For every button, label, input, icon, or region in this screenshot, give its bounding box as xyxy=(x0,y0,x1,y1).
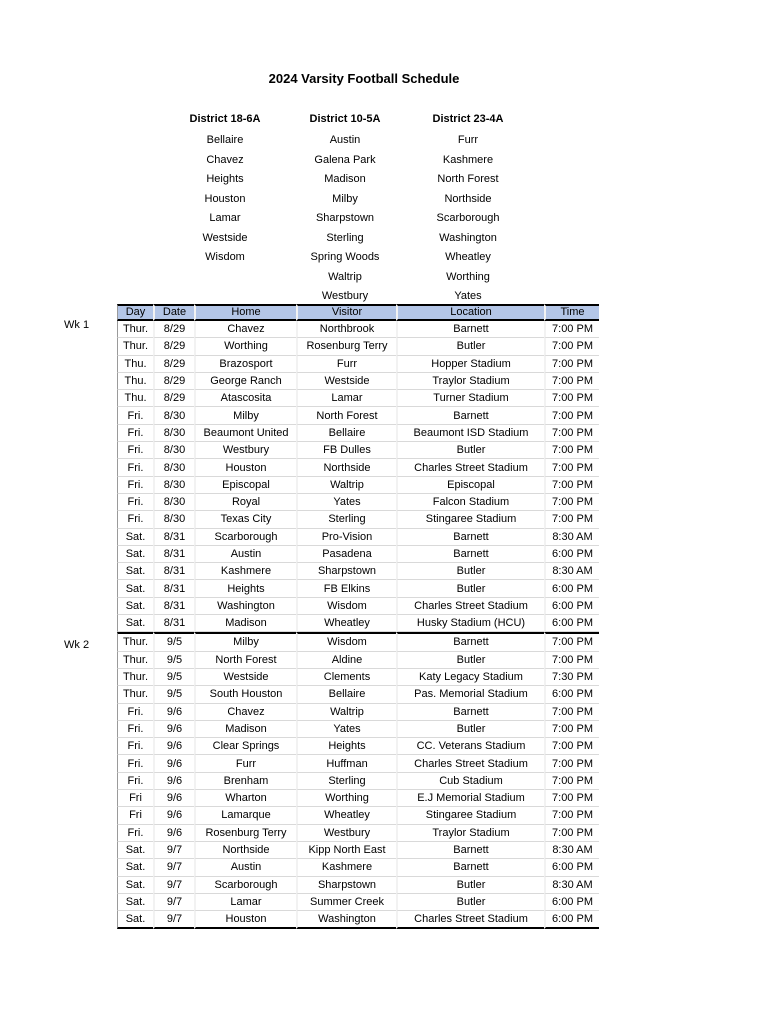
table-row xyxy=(117,894,599,911)
team-name: Spring Woods xyxy=(310,251,380,263)
team-name: Westside xyxy=(202,231,248,244)
home-cell: Heights xyxy=(194,580,296,597)
time-cell: 7:00 PM xyxy=(544,721,599,738)
day-cell: Fri. xyxy=(117,459,153,476)
day-cell: Thur. xyxy=(117,652,153,669)
home-cell: Beaumont United xyxy=(194,425,296,442)
location-cell: Butler xyxy=(396,563,544,580)
table-row xyxy=(117,407,599,424)
visitor-cell: Pasadena xyxy=(296,546,396,563)
col-header-time: Time xyxy=(544,304,599,321)
location-cell: Hopper Stadium xyxy=(396,356,544,373)
location-cell: E.J Memorial Stadium xyxy=(396,790,544,807)
home-cell: Lamar xyxy=(194,894,296,911)
team-name: Galena Park xyxy=(314,153,376,166)
time-cell: 7:00 PM xyxy=(544,511,599,528)
home-cell: Brazosport xyxy=(194,356,296,373)
location-cell: Charles Street Stadium xyxy=(396,459,544,476)
time-cell: 7:00 PM xyxy=(544,755,599,772)
home-cell: Brenham xyxy=(194,773,296,790)
team-name: Furr xyxy=(457,134,479,146)
day-cell: Fri. xyxy=(117,704,153,721)
home-cell: Madison xyxy=(194,721,296,738)
table-row xyxy=(117,686,599,703)
day-cell: Sat. xyxy=(117,615,153,632)
time-cell: 7:00 PM xyxy=(544,425,599,442)
table-header-row xyxy=(117,304,599,321)
location-cell: Butler xyxy=(396,894,544,911)
date-cell: 9/7 xyxy=(153,842,194,859)
date-cell: 8/31 xyxy=(153,529,194,546)
date-cell: 8/31 xyxy=(153,615,194,632)
visitor-cell: Waltrip xyxy=(296,704,396,721)
time-cell: 7:00 PM xyxy=(544,704,599,721)
location-cell: Butler xyxy=(396,721,544,738)
date-cell: 9/6 xyxy=(153,790,194,807)
table-row xyxy=(117,390,599,407)
visitor-cell: Kipp North East xyxy=(296,842,396,859)
date-cell: 9/7 xyxy=(153,859,194,876)
day-cell: Fri. xyxy=(117,721,153,738)
table-row xyxy=(117,373,599,390)
table-row xyxy=(117,911,599,929)
visitor-cell: Wheatley xyxy=(296,615,396,632)
table-row xyxy=(117,494,599,511)
schedule-table xyxy=(117,304,599,929)
date-cell: 9/7 xyxy=(153,911,194,929)
day-cell: Fri. xyxy=(117,511,153,528)
time-cell: 7:00 PM xyxy=(544,390,599,407)
visitor-cell: Bellaire xyxy=(296,686,396,703)
table-row xyxy=(117,321,599,338)
home-cell: Houston xyxy=(194,459,296,476)
day-cell: Fri. xyxy=(117,738,153,755)
location-cell: Episcopal xyxy=(396,477,544,494)
home-cell: Episcopal xyxy=(194,477,296,494)
district-name: District 10-5A xyxy=(309,113,381,125)
team-name: Madison xyxy=(324,173,366,185)
visitor-cell: Kashmere xyxy=(296,859,396,876)
date-cell: 8/30 xyxy=(153,459,194,476)
location-cell: Traylor Stadium xyxy=(396,373,544,390)
day-cell: Fri xyxy=(117,790,153,807)
date-cell: 9/5 xyxy=(153,632,194,651)
table-row xyxy=(117,425,599,442)
team-name: Washington xyxy=(439,231,497,244)
home-cell: Chavez xyxy=(194,704,296,721)
visitor-cell: Heights xyxy=(296,738,396,755)
day-cell: Sat. xyxy=(117,546,153,563)
visitor-cell: Summer Creek xyxy=(296,894,396,911)
col-header-date: Date xyxy=(153,304,194,321)
home-cell: Scarborough xyxy=(194,529,296,546)
time-cell: 8:30 AM xyxy=(544,563,599,580)
day-cell: Fri. xyxy=(117,825,153,842)
team-name: Wisdom xyxy=(205,251,245,263)
table-row xyxy=(117,563,599,580)
home-cell: Lamarque xyxy=(194,807,296,824)
location-cell: Butler xyxy=(396,877,544,894)
visitor-cell: Yates xyxy=(296,494,396,511)
home-cell: Atascosita xyxy=(194,390,296,407)
date-cell: 9/5 xyxy=(153,686,194,703)
home-cell: Scarborough xyxy=(194,877,296,894)
district-23-4a xyxy=(403,111,533,307)
day-cell: Sat. xyxy=(117,598,153,615)
table-row xyxy=(117,669,599,686)
date-cell: 8/30 xyxy=(153,477,194,494)
team-name: Heights xyxy=(206,173,244,185)
visitor-cell: Northside xyxy=(296,459,396,476)
time-cell: 7:00 PM xyxy=(544,477,599,494)
time-cell: 7:00 PM xyxy=(544,738,599,755)
location-cell: Katy Legacy Stadium xyxy=(396,669,544,686)
home-cell: Washington xyxy=(194,598,296,615)
location-cell: Turner Stadium xyxy=(396,390,544,407)
date-cell: 9/7 xyxy=(153,894,194,911)
time-cell: 6:00 PM xyxy=(544,859,599,876)
time-cell: 8:30 AM xyxy=(544,877,599,894)
district-18-6a xyxy=(160,111,290,268)
date-cell: 8/31 xyxy=(153,598,194,615)
date-cell: 8/30 xyxy=(153,511,194,528)
time-cell: 7:00 PM xyxy=(544,459,599,476)
visitor-cell: Clements xyxy=(296,669,396,686)
team-name: Sharpstown xyxy=(315,212,375,224)
table-row xyxy=(117,721,599,738)
team-name: Worthing xyxy=(446,270,490,283)
table-row xyxy=(117,790,599,807)
visitor-cell: Sterling xyxy=(296,773,396,790)
time-cell: 7:00 PM xyxy=(544,373,599,390)
table-row xyxy=(117,546,599,563)
time-cell: 6:00 PM xyxy=(544,580,599,597)
table-row xyxy=(117,652,599,669)
table-row xyxy=(117,338,599,355)
location-cell: Husky Stadium (HCU) xyxy=(396,615,544,632)
time-cell: 6:00 PM xyxy=(544,894,599,911)
col-header-home: Home xyxy=(194,304,296,321)
team-name: Milby xyxy=(332,192,358,205)
day-cell: Thur. xyxy=(117,686,153,703)
district-10-5a xyxy=(280,111,410,307)
date-cell: 8/31 xyxy=(153,580,194,597)
time-cell: 7:00 PM xyxy=(544,790,599,807)
day-cell: Sat. xyxy=(117,911,153,929)
time-cell: 6:00 PM xyxy=(544,615,599,632)
day-cell: Thur. xyxy=(117,632,153,651)
day-cell: Fri. xyxy=(117,425,153,442)
location-cell: Falcon Stadium xyxy=(396,494,544,511)
team-name: Northside xyxy=(444,192,492,205)
time-cell: 6:00 PM xyxy=(544,546,599,563)
visitor-cell: Pro-Vision xyxy=(296,529,396,546)
time-cell: 8:30 AM xyxy=(544,529,599,546)
date-cell: 8/29 xyxy=(153,373,194,390)
location-cell: Butler xyxy=(396,652,544,669)
day-cell: Fri xyxy=(117,807,153,824)
location-cell: Barnett xyxy=(396,407,544,424)
day-cell: Fri. xyxy=(117,477,153,494)
table-row xyxy=(117,755,599,772)
time-cell: 6:00 PM xyxy=(544,911,599,929)
visitor-cell: Westbury xyxy=(296,825,396,842)
table-row xyxy=(117,773,599,790)
time-cell: 7:00 PM xyxy=(544,442,599,459)
visitor-cell: Wisdom xyxy=(296,598,396,615)
visitor-cell: Wisdom xyxy=(296,632,396,651)
week-2-label: Wk 2 xyxy=(64,639,90,651)
date-cell: 8/31 xyxy=(153,546,194,563)
date-cell: 8/30 xyxy=(153,494,194,511)
time-cell: 7:00 PM xyxy=(544,652,599,669)
day-cell: Thur. xyxy=(117,321,153,338)
time-cell: 7:00 PM xyxy=(544,825,599,842)
visitor-cell: Sharpstown xyxy=(296,563,396,580)
team-name: Yates xyxy=(454,290,482,302)
date-cell: 9/6 xyxy=(153,755,194,772)
home-cell: Milby xyxy=(194,632,296,651)
table-row xyxy=(117,356,599,373)
visitor-cell: North Forest xyxy=(296,407,396,424)
location-cell: Cub Stadium xyxy=(396,773,544,790)
home-cell: Houston xyxy=(194,911,296,929)
time-cell: 7:00 PM xyxy=(544,338,599,355)
team-name: Lamar xyxy=(209,212,241,224)
day-cell: Sat. xyxy=(117,859,153,876)
location-cell: Pas. Memorial Stadium xyxy=(396,686,544,703)
table-row xyxy=(117,580,599,597)
col-header-day: Day xyxy=(117,304,153,321)
location-cell: Barnett xyxy=(396,632,544,651)
location-cell: Charles Street Stadium xyxy=(396,598,544,615)
location-cell: CC. Veterans Stadium xyxy=(396,738,544,755)
date-cell: 9/6 xyxy=(153,825,194,842)
home-cell: Worthing xyxy=(194,338,296,355)
date-cell: 9/7 xyxy=(153,877,194,894)
time-cell: 7:00 PM xyxy=(544,356,599,373)
location-cell: Barnett xyxy=(396,529,544,546)
schedule-body xyxy=(117,321,599,929)
time-cell: 7:00 PM xyxy=(544,407,599,424)
date-cell: 9/5 xyxy=(153,669,194,686)
day-cell: Thur. xyxy=(117,669,153,686)
table-row xyxy=(117,877,599,894)
visitor-cell: Rosenburg Terry xyxy=(296,338,396,355)
time-cell: 7:00 PM xyxy=(544,321,599,338)
day-cell: Fri. xyxy=(117,773,153,790)
day-cell: Thu. xyxy=(117,356,153,373)
table-row xyxy=(117,442,599,459)
team-name: Houston xyxy=(204,192,246,205)
visitor-cell: Huffman xyxy=(296,755,396,772)
team-name: Kashmere xyxy=(442,153,494,166)
date-cell: 9/6 xyxy=(153,773,194,790)
table-row xyxy=(117,842,599,859)
home-cell: North Forest xyxy=(194,652,296,669)
date-cell: 8/29 xyxy=(153,390,194,407)
date-cell: 9/5 xyxy=(153,652,194,669)
time-cell: 7:00 PM xyxy=(544,773,599,790)
visitor-cell: FB Elkins xyxy=(296,580,396,597)
date-cell: 9/6 xyxy=(153,738,194,755)
day-cell: Sat. xyxy=(117,842,153,859)
day-cell: Sat. xyxy=(117,529,153,546)
team-name: Westbury xyxy=(321,290,369,302)
location-cell: Barnett xyxy=(396,704,544,721)
home-cell: Austin xyxy=(194,859,296,876)
visitor-cell: Waltrip xyxy=(296,477,396,494)
visitor-cell: Lamar xyxy=(296,390,396,407)
visitor-cell: Worthing xyxy=(296,790,396,807)
visitor-cell: Northbrook xyxy=(296,321,396,338)
visitor-cell: Aldine xyxy=(296,652,396,669)
team-name: Waltrip xyxy=(328,270,362,283)
day-cell: Fri. xyxy=(117,442,153,459)
day-cell: Sat. xyxy=(117,877,153,894)
table-row xyxy=(117,598,599,615)
date-cell: 9/6 xyxy=(153,721,194,738)
table-row xyxy=(117,738,599,755)
visitor-cell: Yates xyxy=(296,721,396,738)
time-cell: 6:00 PM xyxy=(544,686,599,703)
team-name: Sterling xyxy=(326,231,364,244)
home-cell: Chavez xyxy=(194,321,296,338)
visitor-cell: Westside xyxy=(296,373,396,390)
home-cell: South Houston xyxy=(194,686,296,703)
time-cell: 7:00 PM xyxy=(544,494,599,511)
visitor-cell: Furr xyxy=(296,356,396,373)
date-cell: 9/6 xyxy=(153,704,194,721)
day-cell: Thur. xyxy=(117,338,153,355)
week-1-label: Wk 1 xyxy=(64,319,90,331)
page-title: 2024 Varsity Football Schedule xyxy=(268,71,460,86)
home-cell: Madison xyxy=(194,615,296,632)
table-row xyxy=(117,477,599,494)
date-cell: 9/6 xyxy=(153,807,194,824)
location-cell: Traylor Stadium xyxy=(396,825,544,842)
district-name: District 23-4A xyxy=(432,113,504,125)
team-name: Chavez xyxy=(206,153,244,166)
home-cell: Kashmere xyxy=(194,563,296,580)
home-cell: Northside xyxy=(194,842,296,859)
col-header-location: Location xyxy=(396,304,544,321)
table-row xyxy=(117,632,599,651)
date-cell: 8/30 xyxy=(153,425,194,442)
home-cell: Milby xyxy=(194,407,296,424)
table-row xyxy=(117,825,599,842)
visitor-cell: Sterling xyxy=(296,511,396,528)
location-cell: Butler xyxy=(396,442,544,459)
visitor-cell: Wheatley xyxy=(296,807,396,824)
day-cell: Fri. xyxy=(117,407,153,424)
table-row xyxy=(117,704,599,721)
visitor-cell: Bellaire xyxy=(296,425,396,442)
time-cell: 7:30 PM xyxy=(544,669,599,686)
time-cell: 7:00 PM xyxy=(544,807,599,824)
district-name: District 18-6A xyxy=(189,113,261,125)
location-cell: Barnett xyxy=(396,859,544,876)
home-cell: Texas City xyxy=(194,511,296,528)
visitor-cell: Sharpstown xyxy=(296,877,396,894)
home-cell: George Ranch xyxy=(194,373,296,390)
location-cell: Butler xyxy=(396,338,544,355)
time-cell: 7:00 PM xyxy=(544,632,599,651)
table-row xyxy=(117,807,599,824)
date-cell: 8/29 xyxy=(153,321,194,338)
location-cell: Barnett xyxy=(396,546,544,563)
day-cell: Sat. xyxy=(117,563,153,580)
day-cell: Thu. xyxy=(117,373,153,390)
home-cell: Rosenburg Terry xyxy=(194,825,296,842)
home-cell: Furr xyxy=(194,755,296,772)
home-cell: Clear Springs xyxy=(194,738,296,755)
home-cell: Wharton xyxy=(194,790,296,807)
time-cell: 8:30 AM xyxy=(544,842,599,859)
team-name: Bellaire xyxy=(206,134,244,146)
day-cell: Thu. xyxy=(117,390,153,407)
table-row xyxy=(117,615,599,632)
location-cell: Charles Street Stadium xyxy=(396,911,544,929)
date-cell: 8/29 xyxy=(153,338,194,355)
location-cell: Stingaree Stadium xyxy=(396,807,544,824)
table-row xyxy=(117,511,599,528)
visitor-cell: FB Dulles xyxy=(296,442,396,459)
team-name: North Forest xyxy=(437,173,499,185)
date-cell: 8/31 xyxy=(153,563,194,580)
location-cell: Barnett xyxy=(396,842,544,859)
day-cell: Fri. xyxy=(117,755,153,772)
location-cell: Charles Street Stadium xyxy=(396,755,544,772)
table-row xyxy=(117,859,599,876)
home-cell: Royal xyxy=(194,494,296,511)
team-name: Austin xyxy=(329,134,361,146)
col-header-visitor: Visitor xyxy=(296,304,396,321)
location-cell: Stingaree Stadium xyxy=(396,511,544,528)
team-name: Wheatley xyxy=(445,251,491,263)
date-cell: 8/30 xyxy=(153,442,194,459)
location-cell: Barnett xyxy=(396,321,544,338)
home-cell: Westside xyxy=(194,669,296,686)
location-cell: Beaumont ISD Stadium xyxy=(396,425,544,442)
table-row xyxy=(117,529,599,546)
visitor-cell: Washington xyxy=(296,911,396,929)
date-cell: 8/30 xyxy=(153,407,194,424)
team-name: Scarborough xyxy=(436,212,500,224)
time-cell: 6:00 PM xyxy=(544,598,599,615)
day-cell: Fri. xyxy=(117,494,153,511)
location-cell: Butler xyxy=(396,580,544,597)
day-cell: Sat. xyxy=(117,894,153,911)
date-cell: 8/29 xyxy=(153,356,194,373)
table-row xyxy=(117,459,599,476)
day-cell: Sat. xyxy=(117,580,153,597)
home-cell: Austin xyxy=(194,546,296,563)
home-cell: Westbury xyxy=(194,442,296,459)
